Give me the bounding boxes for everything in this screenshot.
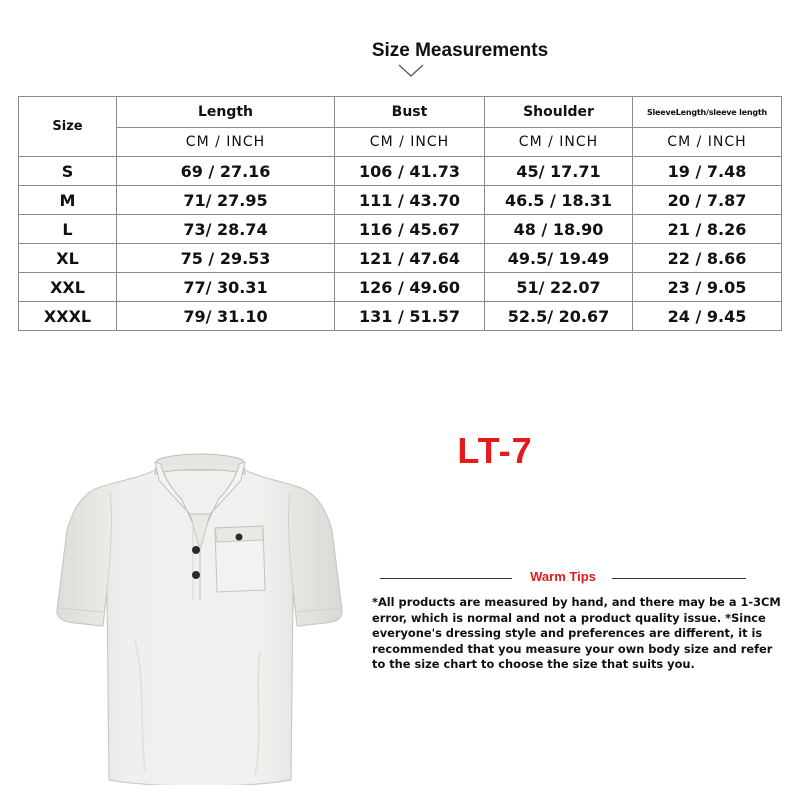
bust-cell: 131 / 51.57: [335, 302, 485, 331]
unit-row: [19, 128, 782, 157]
size-cell: XXXL: [19, 302, 117, 331]
bust-cell: 121 / 47.64: [335, 244, 485, 273]
size-table: [18, 96, 782, 331]
length-cell: 69 / 27.16: [117, 157, 335, 186]
sleeve-cell: 19 / 7.48: [633, 157, 782, 186]
table-row: [19, 215, 782, 244]
table-row: [19, 244, 782, 273]
length-cell: 75 / 29.53: [117, 244, 335, 273]
size-cell: XXL: [19, 273, 117, 302]
size-cell: M: [19, 186, 117, 215]
table-row: [19, 273, 782, 302]
unit-label: CM / INCH: [633, 128, 782, 157]
length-header: Length: [117, 97, 335, 128]
table-row: [19, 302, 782, 331]
shoulder-cell: 51/ 22.07: [485, 273, 633, 302]
shoulder-cell: 48 / 18.90: [485, 215, 633, 244]
bust-cell: 116 / 45.67: [335, 215, 485, 244]
header-row: [19, 97, 782, 128]
size-cell: S: [19, 157, 117, 186]
shoulder-cell: 46.5 / 18.31: [485, 186, 633, 215]
sleeve-cell: 20 / 7.87: [633, 186, 782, 215]
sleeve-header: SleeveLength/sleeve length: [633, 97, 782, 128]
sleeve-cell: 24 / 9.45: [633, 302, 782, 331]
size-cell: XL: [19, 244, 117, 273]
shoulder-cell: 49.5/ 19.49: [485, 244, 633, 273]
bust-cell: 106 / 41.73: [335, 157, 485, 186]
unit-label: CM / INCH: [117, 128, 335, 157]
page-title: [340, 40, 580, 62]
bust-cell: 111 / 43.70: [335, 186, 485, 215]
length-cell: 77/ 30.31: [117, 273, 335, 302]
table-row: [19, 186, 782, 215]
bust-cell: 126 / 49.60: [335, 273, 485, 302]
unit-label: CM / INCH: [485, 128, 633, 157]
length-cell: 79/ 31.10: [117, 302, 335, 331]
divider-left: [380, 578, 512, 579]
size-cell: L: [19, 215, 117, 244]
length-cell: 71/ 27.95: [117, 186, 335, 215]
bust-header: Bust: [335, 97, 485, 128]
unit-label: CM / INCH: [335, 128, 485, 157]
divider-right: [612, 578, 746, 579]
sleeve-cell: 23 / 9.05: [633, 273, 782, 302]
caret-down-icon: [398, 64, 424, 78]
shoulder-cell: 52.5/ 20.67: [485, 302, 633, 331]
length-cell: 73/ 28.74: [117, 215, 335, 244]
shirt-product-image: [55, 440, 345, 785]
model-code: LT-7: [457, 430, 533, 471]
warm-tips-title: Warm Tips: [530, 569, 596, 584]
table-row: [19, 157, 782, 186]
shoulder-cell: 45/ 17.71: [485, 157, 633, 186]
shoulder-header: Shoulder: [485, 97, 633, 128]
size-header: Size: [19, 97, 117, 157]
sleeve-cell: 22 / 8.66: [633, 244, 782, 273]
page-title-text: Size Measurements: [371, 40, 549, 61]
warm-tips-text: *All products are measured by hand, and there may be a 1-3CM error, which is normal and not a product quality issue. *Since everyone's dressing style and preferences are different, it is recommended that you measure your own body size and refer to the size chart to choose the size that suits you.: [372, 595, 781, 671]
sleeve-cell: 21 / 8.26: [633, 215, 782, 244]
